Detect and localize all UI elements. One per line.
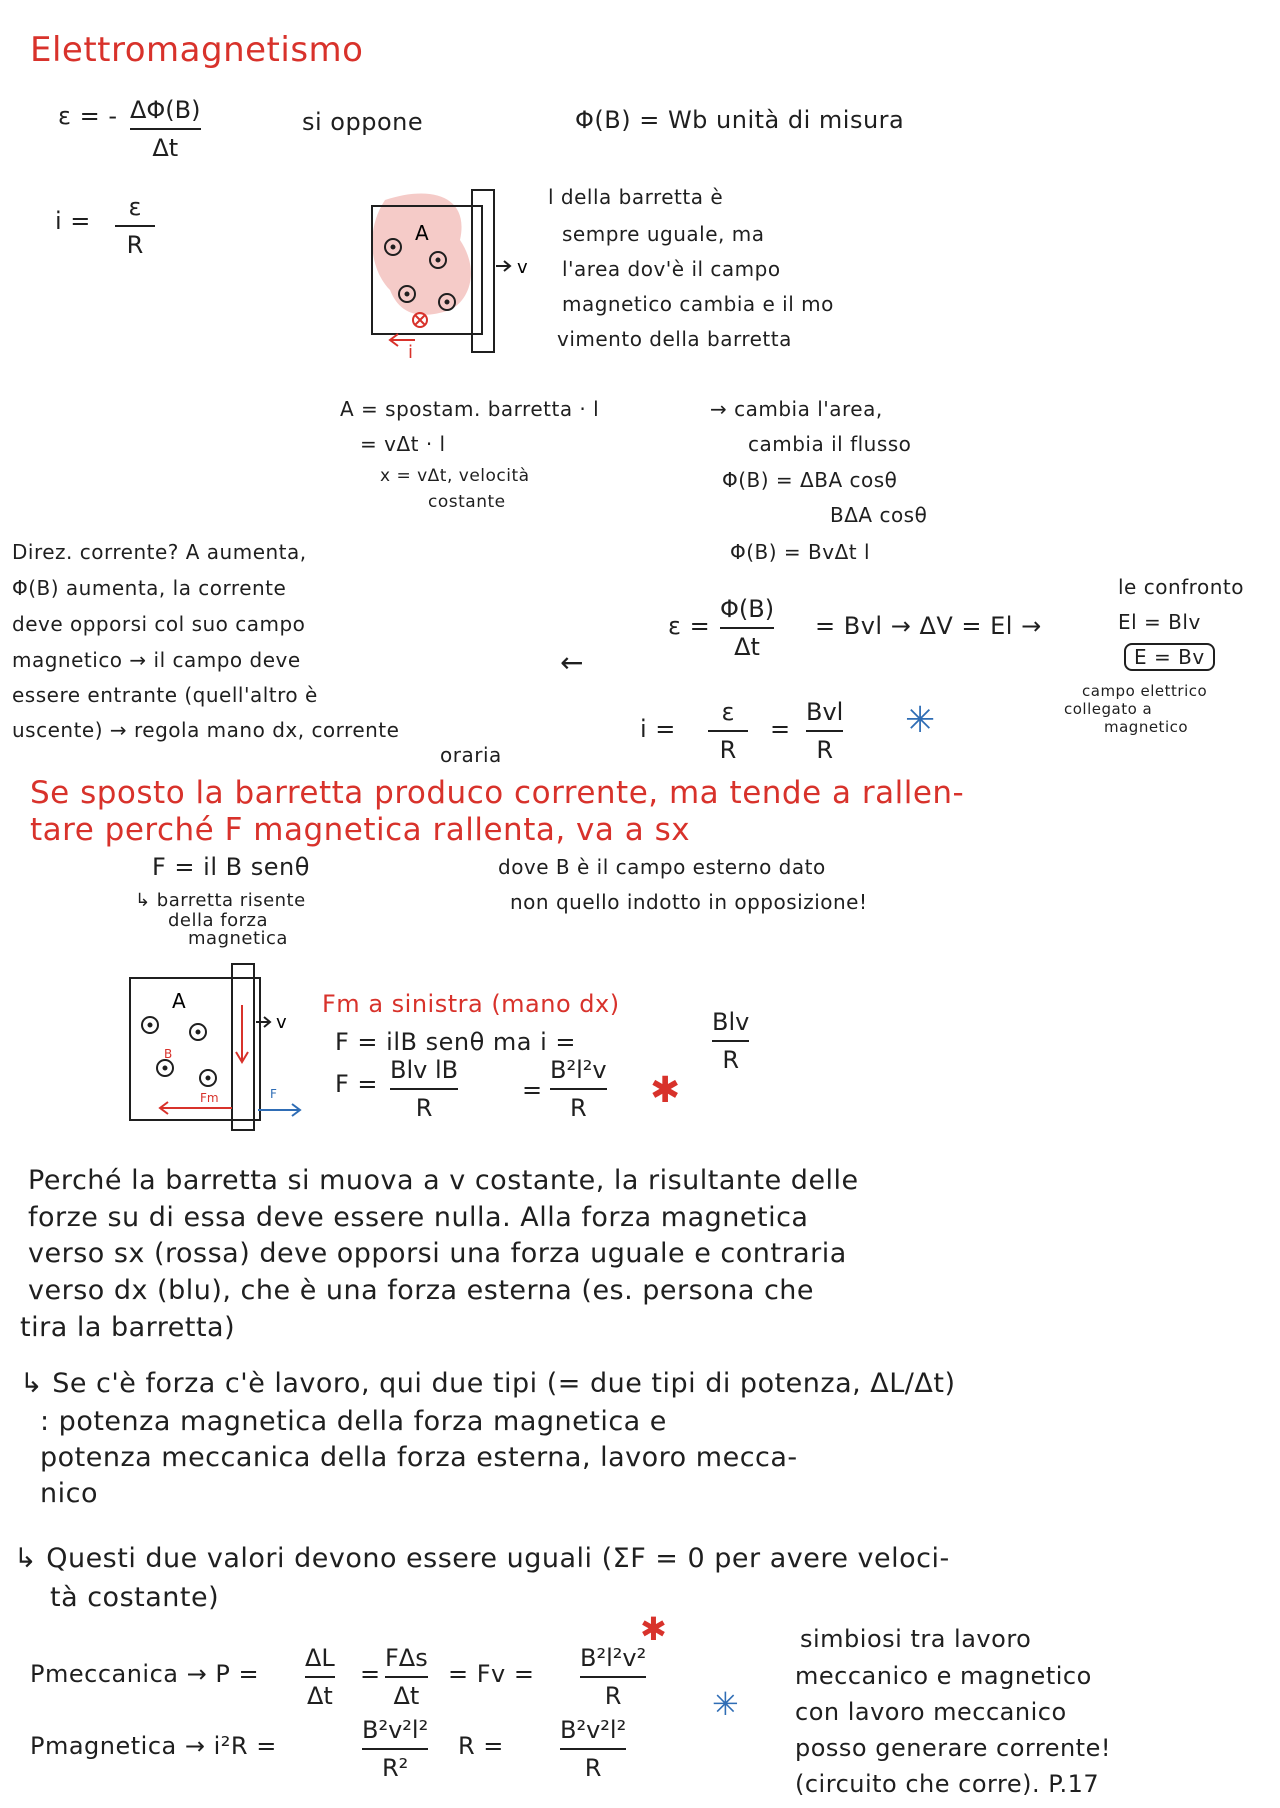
page-title: Elettromagnetismo <box>30 30 364 70</box>
campo-note-line: collegato a <box>1064 700 1153 718</box>
velocity-label: v <box>517 257 528 278</box>
velocity-label: v <box>276 1012 287 1033</box>
area-change-note: → cambia l'area, <box>710 397 883 421</box>
fraction-denominator: Δt <box>306 1682 333 1710</box>
fraction-numerator: ΔL <box>305 1644 335 1672</box>
magnetic-power-result <box>560 1716 626 1782</box>
paragraph1-line: tira la barretta) <box>20 1312 236 1343</box>
direction-line: magnetico → il campo deve <box>12 648 301 672</box>
direction-line: deve opporsi col suo campo <box>12 612 306 636</box>
red-statement-line-1: Se sposto la barretta produco corrente, ma tende a rallen- <box>30 775 965 811</box>
direction-line: oraria <box>440 743 502 767</box>
symbiosis-note-line: (circuito che corre). P.17 <box>795 1770 1100 1798</box>
ohm-numerator: ε <box>128 193 142 221</box>
area-label: A <box>415 221 429 245</box>
blue-star-icon: ✳ <box>712 1685 740 1723</box>
paragraph2-line: ↳ Se c'è forza c'è lavoro, qui due tipi (= due tipi di potenza, ΔL/Δt) <box>20 1368 956 1399</box>
fraction-denominator: R <box>415 1094 433 1122</box>
faraday-fraction <box>130 96 201 162</box>
flux-unit-note: Φ(B) = Wb unità di misura <box>575 106 905 134</box>
velocity-note-2: costante <box>428 492 506 512</box>
equals-sign: = <box>360 1660 381 1688</box>
paragraph2-line: nico <box>40 1478 98 1509</box>
fraction-denominator: R <box>722 1046 740 1074</box>
fraction-numerator: FΔs <box>385 1644 428 1672</box>
emf-lhs: ε = - <box>58 102 118 130</box>
area-formula-2: = vΔt · l <box>360 432 446 456</box>
magnetic-force-heading: Fm a sinistra (mano dx) <box>322 990 620 1018</box>
symbiosis-note-line: meccanico e magnetico <box>795 1662 1092 1690</box>
bar-force-note: ↳ barretta risente <box>135 890 306 911</box>
induced-current-lhs: i = <box>640 715 676 743</box>
fraction-denominator: R² <box>381 1754 409 1782</box>
fraction-numerator: B²l²v² <box>580 1644 647 1672</box>
magnetic-force-label: Fm <box>200 1091 219 1105</box>
red-star-icon: ✱ <box>640 1610 668 1648</box>
resistance-factor: R = <box>458 1732 504 1760</box>
paragraph3-line: tà costante) <box>50 1582 220 1613</box>
force-note-2: non quello indotto in opposizione! <box>510 890 868 914</box>
note1-line: sempre uguale, ma <box>562 222 765 246</box>
fraction-denominator: R <box>569 1094 587 1122</box>
current-label: i <box>408 342 414 363</box>
induced-current-result <box>806 698 843 764</box>
bar-force-note: della forza <box>168 910 268 931</box>
faraday-numerator: ΔΦ(B) <box>130 96 201 124</box>
paragraph2-line: potenza meccanica della forza esterna, lavoro mecca- <box>40 1442 798 1473</box>
note1-line: l'area dov'è il campo <box>562 257 781 281</box>
field-out-symbols <box>142 1017 216 1086</box>
mechanical-power-rest: = Fv = <box>448 1660 535 1688</box>
flux-formula-1: Φ(B) = ΔBA cosθ <box>722 468 898 492</box>
comparison-formula: El = Blv <box>1118 610 1201 634</box>
current-lhs: i = <box>55 207 91 235</box>
circuit-rectangle <box>130 978 260 1120</box>
fraction-denominator: R <box>604 1682 622 1710</box>
comparison-note: le confronto <box>1118 575 1244 599</box>
fraction-numerator: Blv lB <box>390 1056 459 1084</box>
force-current-formula: F = ilB senθ ma i = <box>335 1028 577 1056</box>
faraday-denominator: Δt <box>152 134 179 162</box>
force-result-fraction <box>550 1056 607 1122</box>
fraction-numerator: ε <box>721 698 735 726</box>
direction-line: Φ(B) aumenta, la corrente <box>12 576 287 600</box>
fraction-denominator: Δt <box>393 1682 420 1710</box>
equals-sign: = <box>522 1076 543 1104</box>
direction-line: uscente) → regola mano dx, corrente <box>12 718 400 742</box>
fraction-numerator: B²l²v <box>550 1056 607 1084</box>
motional-emf-fraction <box>720 595 774 661</box>
blue-star-icon: ✳ <box>905 700 936 741</box>
force-substitution-fraction <box>390 1056 458 1122</box>
note1-line: magnetico cambia e il mo <box>562 292 834 316</box>
paragraph1-line: verso sx (rossa) deve opporsi una forza uguale e contraria <box>28 1238 847 1269</box>
fraction-numerator: Bvl <box>806 698 844 726</box>
symbiosis-note-line: posso generare corrente! <box>795 1734 1111 1762</box>
area-label: A <box>172 989 186 1013</box>
paragraph1-line: Perché la barretta si muova a v costante, la risultante delle <box>28 1165 859 1196</box>
left-arrow-icon: ← <box>560 646 584 679</box>
fraction-numerator: B²v²l² <box>362 1716 429 1744</box>
force-substitution-lhs: F = <box>335 1070 379 1098</box>
symbiosis-note-line: con lavoro meccanico <box>795 1698 1067 1726</box>
circuit-diagram-2 <box>120 960 320 1135</box>
external-force-label: F <box>270 1087 277 1101</box>
fraction-numerator: B²v²l² <box>560 1716 627 1744</box>
ohm-denominator: R <box>126 231 144 259</box>
campo-note-line: magnetico <box>1104 718 1189 736</box>
area-formula: A = spostam. barretta · l <box>340 397 600 421</box>
note1-line: l della barretta è <box>548 185 724 209</box>
fraction-numerator: Blv <box>712 1008 750 1036</box>
fraction-denominator: R <box>816 736 834 764</box>
flux-formula-2: BΔA cosθ <box>830 503 928 527</box>
fraction-denominator: R <box>584 1754 602 1782</box>
flux-formula-3: Φ(B) = BvΔt l <box>730 540 871 564</box>
equals-sign: = <box>770 715 791 743</box>
field-label: B <box>164 1047 173 1061</box>
force-formula: F = il B senθ <box>152 853 310 881</box>
motional-emf-numerator: Φ(B) <box>720 595 775 623</box>
red-statement-line-2: tare perché F magnetica rallenta, va a sx <box>30 812 691 848</box>
paragraph2-line: : potenza magnetica della forza magnetica e <box>40 1406 667 1437</box>
magnetic-power-label: Pmagnetica → i²R = <box>30 1732 277 1760</box>
magnetic-power-fraction <box>362 1716 428 1782</box>
paragraph3-line: ↳ Questi due valori devono essere uguali (ΣF = 0 per avere veloci- <box>14 1543 950 1574</box>
motional-emf-lhs: ε = <box>668 612 711 640</box>
paragraph1-line: forze su di essa deve essere nulla. Alla forza magnetica <box>28 1202 809 1233</box>
flux-change-note: cambia il flusso <box>748 432 912 456</box>
boxed-formula: E = Bv <box>1124 643 1215 671</box>
current-fraction <box>712 1008 749 1074</box>
power-fraction <box>305 1644 335 1710</box>
symbiosis-note-line: simbiosi tra lavoro <box>800 1625 1032 1653</box>
mechanical-power-result <box>580 1644 646 1710</box>
direction-line: essere entrante (quell'altro è <box>12 683 318 707</box>
circuit-diagram-1 <box>360 180 540 363</box>
note1-line: vimento della barretta <box>557 327 792 351</box>
mechanical-power-label: Pmeccanica → P = <box>30 1660 260 1688</box>
paragraph1-line: verso dx (blu), che è una forza esterna (es. persona che <box>28 1275 815 1306</box>
work-fraction <box>385 1644 428 1710</box>
direction-line: Direz. corrente? A aumenta, <box>12 540 307 564</box>
campo-note-line: campo elettrico <box>1082 682 1208 700</box>
fraction-denominator: R <box>719 736 737 764</box>
red-star-icon: ✱ <box>650 1070 681 1111</box>
motional-emf-denominator: Δt <box>734 633 760 661</box>
bar-force-note: magnetica <box>188 928 288 949</box>
si-oppone-note: si oppone <box>302 108 424 136</box>
velocity-note: x = vΔt, velocità <box>380 466 530 486</box>
field-in-symbol <box>413 313 427 327</box>
changing-area-shading <box>372 193 471 314</box>
force-note: dove B è il campo esterno dato <box>498 855 826 879</box>
motional-emf-rest: = Bvl → ΔV = El → <box>815 612 1042 640</box>
ohm-fraction <box>115 193 155 259</box>
induced-current-fraction <box>708 698 748 764</box>
